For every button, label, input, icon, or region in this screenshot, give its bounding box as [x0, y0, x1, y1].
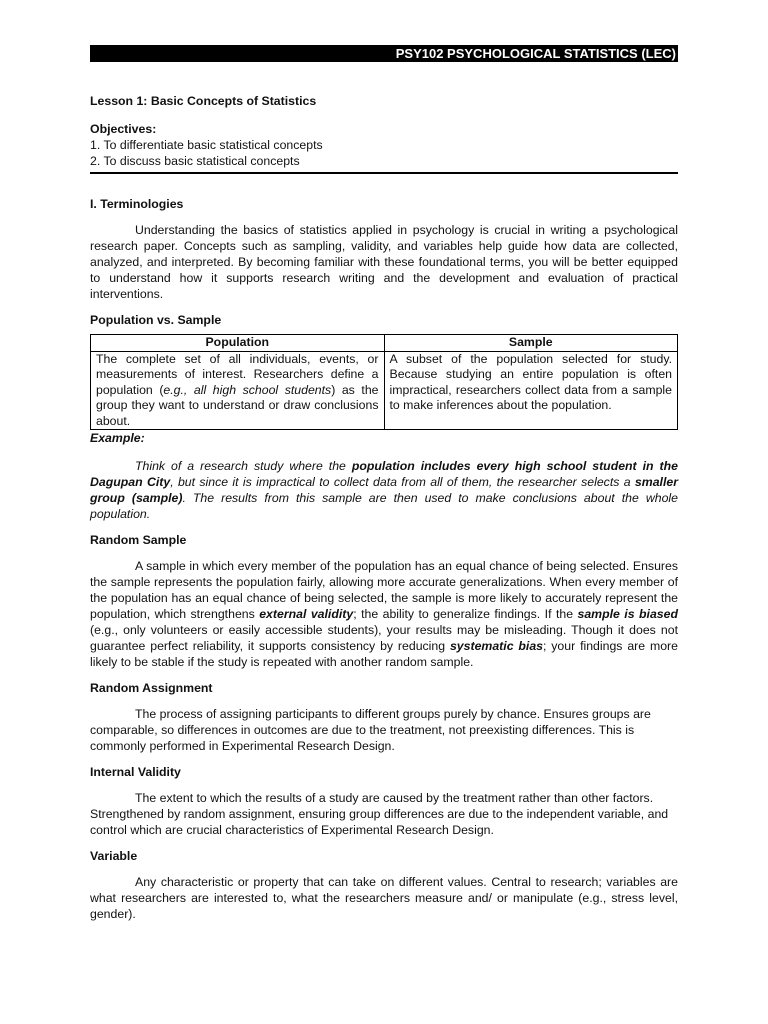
- population-definition: [91, 351, 385, 430]
- example-bold: population includes every high school student in the Dagupan City: [90, 459, 678, 489]
- population-example-italic: e.g., all high school students: [163, 382, 332, 397]
- random-sample-text: A sample in which every member of the population has an equal chance of being selected. Ensures the sample represents the population fairly, allowing more accurate generalizations. When every member of the population has an equal chance of being selected, the sample is more likely to accurately represent the population, which strengthens: [90, 559, 678, 621]
- population-text: ) as the group they want to understand or draw conclusions about.: [96, 382, 379, 428]
- objectives-title: Objectives:: [90, 122, 157, 136]
- random-assignment-paragraph: The process of assigning participants to different groups purely by chance. Ensures groups are comparable, so differences in outcomes are due to the treatment, not preexisting differences. This is commonly performed in Experimental Research Design.: [90, 707, 651, 753]
- table-header-sample: Sample: [384, 335, 678, 352]
- example-text: Think of a research study where the: [135, 459, 352, 473]
- course-header: PSY102 PSYCHOLOGICAL STATISTICS (LEC): [90, 45, 678, 62]
- internal-validity-paragraph: The extent to which the results of a study are caused by the treatment rather than other factors. Strengthened by random assignment, ensuring group differences are due to the independent variable, and control which are crucial characteristics of Experimental Research Design.: [90, 791, 669, 837]
- heading-random-assignment: Random Assignment: [90, 681, 213, 695]
- objective-item: 1. To differentiate basic statistical concepts: [90, 138, 323, 152]
- random-sample-text: (e.g., only volunteers or easily accessible students), your results may be misleading. Though it does not guarantee perfect reliability, it supports consistency by reducing: [90, 623, 678, 653]
- population-sample-table: [90, 334, 678, 430]
- heading-internal-validity: Internal Validity: [90, 765, 181, 779]
- example-text: , but since it is impractical to collect data from all of them, the researcher selects a: [170, 475, 635, 489]
- random-sample-text: ; your findings are more likely to be stable if the study is repeated with another random sample.: [90, 639, 678, 669]
- example-bold: smaller group (sample): [90, 475, 678, 505]
- random-sample-paragraph: [90, 558, 678, 670]
- terminologies-intro: Understanding the basics of statistics applied in psychology is crucial in writing a psychological research paper. Concepts such as sampling, validity, and variables help guide how data are collected, analyzed, and interpreted. By becoming familiar with these foundational terms, you will be better equipped to understand how it supports research writing and the development and evaluation of practical interventions.: [90, 223, 678, 301]
- emphasis-term: sample is biased: [577, 607, 678, 621]
- heading-population-vs-sample: Population vs. Sample: [90, 313, 222, 327]
- population-text: The complete set of all individuals, events, or measurements of interest. Researchers define a population (: [96, 351, 379, 397]
- random-sample-text: ; the ability to generalize findings. If the: [353, 607, 578, 621]
- heading-random-sample: Random Sample: [90, 533, 187, 547]
- emphasis-term: external validity: [259, 607, 354, 621]
- example-paragraph: [90, 458, 678, 522]
- sample-definition: A subset of the population selected for study. Because studying an entire population is often impractical, researchers collect data from a sample to make inferences about the population.: [384, 351, 678, 430]
- divider: [90, 172, 678, 174]
- document-content: [90, 93, 678, 922]
- example-label: Example:: [90, 431, 145, 445]
- section-heading-terminologies: I. Terminologies: [90, 197, 184, 211]
- example-text: . The results from this sample are then used to make conclusions about the whole population.: [90, 491, 678, 521]
- emphasis-term: systematic bias: [449, 639, 543, 653]
- lesson-title: Lesson 1: Basic Concepts of Statistics: [90, 94, 317, 108]
- variable-paragraph: Any characteristic or property that can take on different values. Central to research; variables are what researchers are interested to, what the researchers measure and/ or manipulate (e.g., stress level, gender).: [90, 875, 678, 921]
- heading-variable: Variable: [90, 849, 138, 863]
- objective-item: 2. To discuss basic statistical concepts: [90, 154, 300, 168]
- table-header-population: Population: [91, 335, 385, 352]
